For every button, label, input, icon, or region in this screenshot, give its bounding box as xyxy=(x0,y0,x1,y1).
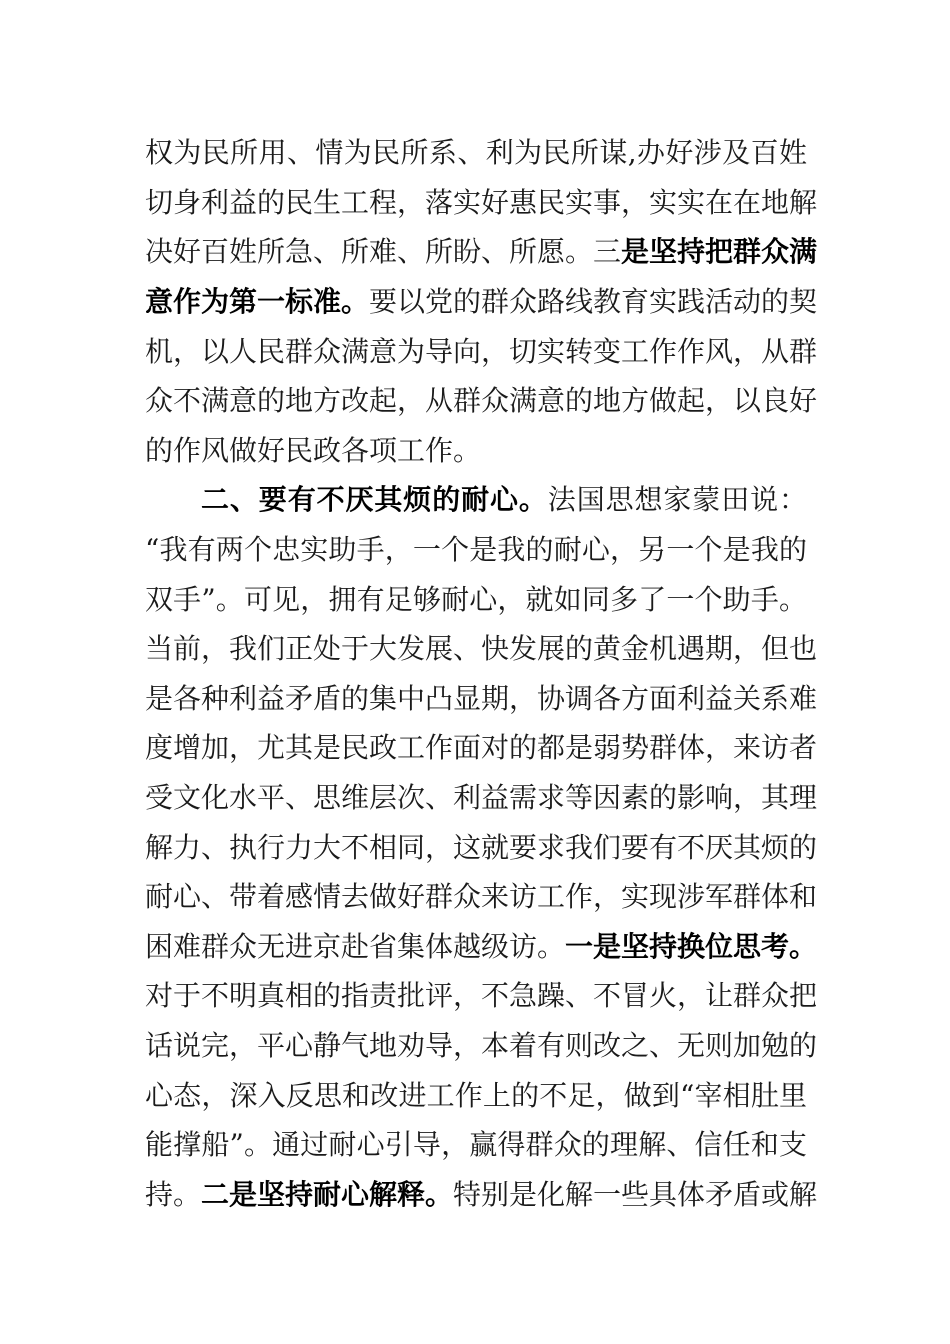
text-segment: 持。 xyxy=(145,1178,202,1211)
text-line xyxy=(145,728,818,768)
text-segment: 是各种利益矛盾的集中凸显期，协调各方面利益关系难 xyxy=(145,682,818,715)
text-line xyxy=(145,629,818,669)
text-segment: 困难群众无进京赴省集体越级访。 xyxy=(145,930,566,963)
text-line xyxy=(145,1076,807,1116)
text-segment: 对于不明真相的指责批评，不急躁、不冒火，让群众把 xyxy=(145,979,818,1012)
text-segment: 决好百姓所急、所难、所盼、所愿。三 xyxy=(145,235,622,268)
text-line xyxy=(145,332,818,372)
text-line xyxy=(145,1175,818,1215)
text-segment: 受文化水平、思维层次、利益需求等因素的影响，其理 xyxy=(145,781,818,814)
text-segment: 双手”。可见，拥有足够耐心，就如同多了一个助手。 xyxy=(145,583,807,616)
text-segment: 切身利益的民生工程，落实好惠民实事，实实在在地解 xyxy=(145,186,818,219)
text-line xyxy=(145,1125,807,1165)
text-segment: 的作风做好民政各项工作。 xyxy=(145,434,482,467)
text-segment: 心态，深入反思和改进工作上的不足，做到“宰相肚里 xyxy=(145,1079,807,1112)
text-line xyxy=(145,282,818,322)
text-line xyxy=(145,232,818,272)
text-segment: 众不满意的地方改起，从群众满意的地方做起，以良好 xyxy=(145,384,818,417)
text-line xyxy=(145,530,807,570)
text-segment: 解力、执行力大不相同，这就要求我们要有不厌其烦的 xyxy=(145,831,818,864)
text-line xyxy=(145,927,818,967)
text-segment: 法国思想家蒙田说： xyxy=(547,483,807,516)
bold-text-segment: 一是坚持换位思考。 xyxy=(565,930,818,963)
text-line xyxy=(145,580,807,620)
text-line xyxy=(145,877,818,917)
text-line xyxy=(145,381,818,421)
text-segment: 能撑船”。通过耐心引导，赢得群众的理解、信任和支 xyxy=(145,1128,807,1161)
text-segment: 耐心、带着感情去做好群众来访工作，实现涉军群体和 xyxy=(145,880,818,913)
bold-text-segment: 二是坚持耐心解释。 xyxy=(201,1178,454,1211)
bold-text-segment: 意作为第一标准。 xyxy=(145,285,370,318)
text-segment: 特别是化解一些具体矛盾或解 xyxy=(453,1178,818,1211)
text-line xyxy=(145,778,818,818)
text-segment: 度增加，尤其是民政工作面对的都是弱势群体，来访者 xyxy=(145,731,818,764)
text-segment: 要以党的群众路线教育实践活动的契 xyxy=(369,285,818,318)
text-line xyxy=(145,1026,818,1066)
text-segment: “我有两个忠实助手，一个是我的耐心，另一个是我的 xyxy=(145,533,807,566)
section-heading-line xyxy=(201,480,807,520)
text-segment: 话说完，平心静气地劝导，本着有则改之、无则加勉的 xyxy=(145,1029,818,1062)
text-segment: 当前，我们正处于大发展、快发展的黄金机遇期，但也 xyxy=(145,632,818,665)
section-heading: 二、要有不厌其烦的耐心。 xyxy=(201,483,548,516)
text-line xyxy=(145,976,818,1016)
text-line xyxy=(145,183,818,223)
text-line xyxy=(145,679,818,719)
text-line xyxy=(145,133,807,173)
text-line xyxy=(145,828,818,868)
bold-text-segment: 是坚持把群众满 xyxy=(621,235,818,268)
text-segment: 机，以人民群众满意为导向，切实转变工作作风，从群 xyxy=(145,335,818,368)
text-line xyxy=(145,431,807,471)
text-segment: 权为民所用、情为民所系、利为民所谋,办好涉及百姓 xyxy=(145,136,807,169)
